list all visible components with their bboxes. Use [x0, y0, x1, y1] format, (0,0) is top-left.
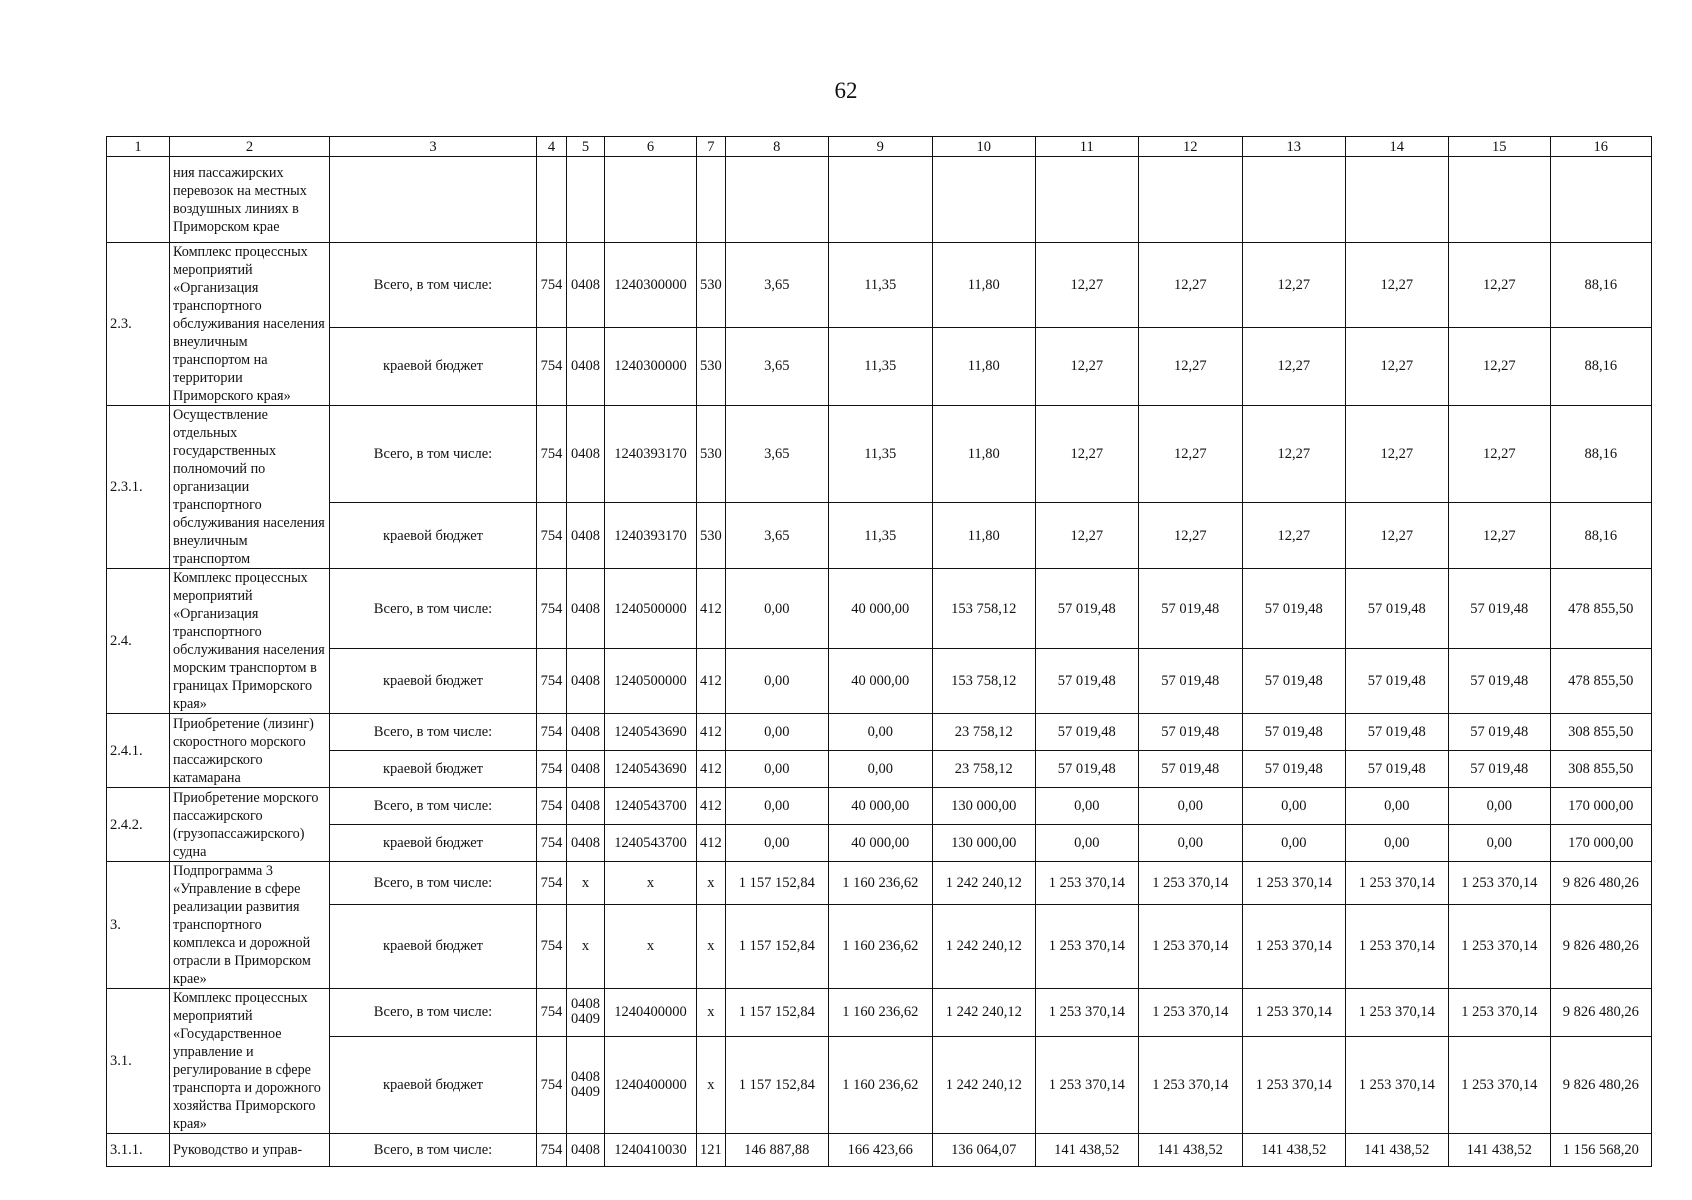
value-cell: 57 019,48	[1448, 649, 1550, 714]
value-cell: 11,80	[932, 327, 1035, 405]
code-section-line: 0408	[571, 996, 600, 1013]
column-header: 2	[170, 137, 330, 157]
value-cell: 57 019,48	[1035, 569, 1138, 649]
value-cell: 57 019,48	[1242, 714, 1345, 751]
budget-table	[106, 136, 1652, 1167]
funding-source: краевой бюджет	[330, 904, 537, 988]
code-target: 1240543690	[605, 751, 697, 788]
value-cell: 57 019,48	[1345, 751, 1448, 788]
value-cell: 40 000,00	[828, 569, 932, 649]
code-expense: 530	[697, 327, 726, 405]
value-cell: 11,80	[932, 503, 1035, 569]
code-section: 0408	[567, 327, 605, 405]
value-cell: 308 855,50	[1550, 714, 1651, 751]
code-expense	[697, 157, 726, 243]
value-cell: 12,27	[1448, 243, 1550, 328]
value-cell: 12,27	[1345, 406, 1448, 503]
value-cell: 12,27	[1242, 327, 1345, 405]
value-cell: 0,00	[725, 649, 828, 714]
code-section: 0408	[567, 649, 605, 714]
value-cell: 57 019,48	[1138, 649, 1242, 714]
value-cell: 12,27	[1345, 503, 1448, 569]
value-cell: 12,27	[1138, 243, 1242, 328]
row-number	[107, 157, 170, 243]
column-header: 14	[1345, 137, 1448, 157]
value-cell: 57 019,48	[1345, 569, 1448, 649]
value-cell: 1 157 152,84	[725, 989, 828, 1037]
funding-source: краевой бюджет	[330, 825, 537, 862]
table-row	[107, 1134, 1652, 1167]
value-cell: 0,00	[1138, 788, 1242, 825]
code-admin: 754	[537, 649, 567, 714]
value-cell: 153 758,12	[932, 569, 1035, 649]
value-cell	[1242, 157, 1345, 243]
row-name: Приобретение (лизинг) скоростного морского пассажирского катамарана	[170, 714, 330, 788]
value-cell: 40 000,00	[828, 649, 932, 714]
value-cell: 57 019,48	[1035, 714, 1138, 751]
value-cell: 9 826 480,26	[1550, 989, 1651, 1037]
value-cell: 9 826 480,26	[1550, 904, 1651, 988]
code-expense: x	[697, 989, 726, 1037]
value-cell: 57 019,48	[1448, 714, 1550, 751]
table-row	[107, 649, 1652, 714]
funding-source: краевой бюджет	[330, 751, 537, 788]
value-cell: 478 855,50	[1550, 649, 1651, 714]
value-cell	[1138, 157, 1242, 243]
code-expense: 412	[697, 569, 726, 649]
value-cell: 1 242 240,12	[932, 904, 1035, 988]
value-cell: 1 157 152,84	[725, 1036, 828, 1133]
value-cell: 11,35	[828, 503, 932, 569]
column-header: 4	[537, 137, 567, 157]
code-admin: 754	[537, 327, 567, 405]
code-target: 1240400000	[605, 989, 697, 1037]
value-cell: 11,35	[828, 406, 932, 503]
code-admin	[537, 157, 567, 243]
funding-source: Всего, в том числе:	[330, 862, 537, 905]
value-cell: 0,00	[828, 714, 932, 751]
code-target: 1240300000	[605, 243, 697, 328]
column-header: 13	[1242, 137, 1345, 157]
code-admin: 754	[537, 788, 567, 825]
code-section	[567, 1036, 605, 1133]
table-row	[107, 788, 1652, 825]
table-row	[107, 904, 1652, 988]
value-cell: 0,00	[725, 751, 828, 788]
value-cell: 12,27	[1242, 406, 1345, 503]
value-cell: 146 887,88	[725, 1134, 828, 1167]
value-cell: 57 019,48	[1345, 714, 1448, 751]
code-section: 0408	[567, 243, 605, 328]
value-cell: 12,27	[1138, 406, 1242, 503]
code-expense: x	[697, 862, 726, 905]
value-cell: 57 019,48	[1138, 714, 1242, 751]
code-target: 1240543700	[605, 825, 697, 862]
code-section-line: 0409	[571, 1011, 600, 1028]
value-cell: 1 160 236,62	[828, 862, 932, 905]
value-cell: 0,00	[1138, 825, 1242, 862]
code-admin: 754	[537, 904, 567, 988]
code-target: 1240393170	[605, 406, 697, 503]
table-row	[107, 751, 1652, 788]
code-admin: 754	[537, 1134, 567, 1167]
value-cell: 12,27	[1035, 327, 1138, 405]
value-cell: 9 826 480,26	[1550, 1036, 1651, 1133]
funding-source: Всего, в том числе:	[330, 714, 537, 751]
table-row	[107, 862, 1652, 905]
value-cell: 3,65	[725, 406, 828, 503]
value-cell: 0,00	[725, 569, 828, 649]
value-cell: 1 253 370,14	[1138, 904, 1242, 988]
column-header: 8	[725, 137, 828, 157]
code-section	[567, 157, 605, 243]
value-cell: 1 253 370,14	[1035, 989, 1138, 1037]
code-admin: 754	[537, 569, 567, 649]
value-cell	[932, 157, 1035, 243]
code-target: 1240543700	[605, 788, 697, 825]
value-cell: 1 253 370,14	[1448, 1036, 1550, 1133]
value-cell	[1448, 157, 1550, 243]
value-cell: 0,00	[1242, 825, 1345, 862]
funding-source: краевой бюджет	[330, 327, 537, 405]
row-number: 2.4.	[107, 569, 170, 714]
column-header: 12	[1138, 137, 1242, 157]
code-section: 0408	[567, 503, 605, 569]
funding-source: Всего, в том числе:	[330, 788, 537, 825]
column-header: 1	[107, 137, 170, 157]
value-cell: 1 253 370,14	[1138, 862, 1242, 905]
table-row	[107, 503, 1652, 569]
value-cell: 0,00	[1448, 825, 1550, 862]
value-cell: 130 000,00	[932, 788, 1035, 825]
code-admin: 754	[537, 989, 567, 1037]
value-cell: 12,27	[1035, 503, 1138, 569]
code-section-line: 0408	[571, 1068, 600, 1085]
value-cell: 57 019,48	[1242, 751, 1345, 788]
funding-source: Всего, в том числе:	[330, 989, 537, 1037]
column-header: 5	[567, 137, 605, 157]
value-cell: 1 253 370,14	[1345, 1036, 1448, 1133]
code-section	[567, 989, 605, 1037]
value-cell: 0,00	[1448, 788, 1550, 825]
code-target	[605, 157, 697, 243]
value-cell: 141 438,52	[1242, 1134, 1345, 1167]
value-cell: 12,27	[1345, 243, 1448, 328]
value-cell: 0,00	[725, 714, 828, 751]
row-name: Руководство и управ-	[170, 1134, 330, 1167]
value-cell	[828, 157, 932, 243]
row-name: Приобретение морского пассажирского (грузопассажирского) судна	[170, 788, 330, 862]
row-name: Осуществление отдельных государственных полномочий по организации транспортного обслуживания населения внеуличным транспортом	[170, 406, 330, 569]
value-cell	[1345, 157, 1448, 243]
code-admin: 754	[537, 243, 567, 328]
value-cell: 1 253 370,14	[1242, 904, 1345, 988]
code-section: 0408	[567, 788, 605, 825]
row-name: Подпрограмма 3 «Управление в сфере реализации развития транспортного комплекса и дорожной отрасли в Приморском крае»	[170, 862, 330, 989]
row-number: 2.3.	[107, 243, 170, 406]
value-cell: 1 242 240,12	[932, 862, 1035, 905]
value-cell: 0,00	[1345, 825, 1448, 862]
value-cell: 23 758,12	[932, 751, 1035, 788]
value-cell: 57 019,48	[1138, 569, 1242, 649]
table-row	[107, 714, 1652, 751]
code-admin: 754	[537, 503, 567, 569]
code-expense: 530	[697, 406, 726, 503]
code-expense: x	[697, 904, 726, 988]
value-cell: 88,16	[1550, 406, 1651, 503]
value-cell: 57 019,48	[1035, 649, 1138, 714]
value-cell: 1 156 568,20	[1550, 1134, 1651, 1167]
value-cell: 12,27	[1242, 503, 1345, 569]
value-cell: 11,80	[932, 406, 1035, 503]
value-cell: 12,27	[1138, 503, 1242, 569]
funding-source: Всего, в том числе:	[330, 1134, 537, 1167]
table-row	[107, 825, 1652, 862]
code-expense: x	[697, 1036, 726, 1133]
value-cell: 0,00	[828, 751, 932, 788]
code-expense: 412	[697, 825, 726, 862]
value-cell	[1550, 157, 1651, 243]
code-expense: 530	[697, 243, 726, 328]
code-expense: 530	[697, 503, 726, 569]
value-cell: 1 253 370,14	[1448, 862, 1550, 905]
value-cell: 57 019,48	[1448, 751, 1550, 788]
value-cell: 1 253 370,14	[1138, 989, 1242, 1037]
code-section: 0408	[567, 406, 605, 503]
page-number: 62	[834, 78, 858, 103]
value-cell: 1 157 152,84	[725, 904, 828, 988]
funding-source: краевой бюджет	[330, 503, 537, 569]
table-row	[107, 989, 1652, 1037]
value-cell: 0,00	[1242, 788, 1345, 825]
row-number: 3.1.1.	[107, 1134, 170, 1167]
column-header: 16	[1550, 137, 1651, 157]
funding-source: краевой бюджет	[330, 1036, 537, 1133]
value-cell: 88,16	[1550, 243, 1651, 328]
code-admin: 754	[537, 406, 567, 503]
value-cell: 12,27	[1035, 406, 1138, 503]
value-cell: 1 160 236,62	[828, 989, 932, 1037]
code-target: 1240300000	[605, 327, 697, 405]
value-cell: 12,27	[1345, 327, 1448, 405]
funding-source: краевой бюджет	[330, 649, 537, 714]
value-cell: 166 423,66	[828, 1134, 932, 1167]
column-header: 6	[605, 137, 697, 157]
value-cell: 1 253 370,14	[1345, 862, 1448, 905]
value-cell	[725, 157, 828, 243]
value-cell: 1 253 370,14	[1345, 989, 1448, 1037]
value-cell: 1 242 240,12	[932, 989, 1035, 1037]
value-cell: 9 826 480,26	[1550, 862, 1651, 905]
value-cell: 478 855,50	[1550, 569, 1651, 649]
value-cell: 1 253 370,14	[1448, 904, 1550, 988]
value-cell: 0,00	[1035, 788, 1138, 825]
code-admin: 754	[537, 825, 567, 862]
value-cell: 0,00	[725, 825, 828, 862]
table-row	[107, 569, 1652, 649]
code-admin: 754	[537, 862, 567, 905]
code-target: 1240543690	[605, 714, 697, 751]
code-admin: 754	[537, 1036, 567, 1133]
table-row	[107, 406, 1652, 503]
value-cell: 130 000,00	[932, 825, 1035, 862]
value-cell: 1 160 236,62	[828, 1036, 932, 1133]
value-cell	[1035, 157, 1138, 243]
column-header: 15	[1448, 137, 1550, 157]
code-expense: 412	[697, 788, 726, 825]
value-cell: 12,27	[1242, 243, 1345, 328]
code-section: 0408	[567, 825, 605, 862]
value-cell: 1 157 152,84	[725, 862, 828, 905]
value-cell: 136 064,07	[932, 1134, 1035, 1167]
value-cell: 0,00	[1035, 825, 1138, 862]
row-name: ния пассажирских перевозок на местных воздушных линиях в Приморском крае	[170, 157, 330, 243]
code-target: x	[605, 862, 697, 905]
table-row	[107, 157, 1652, 243]
value-cell: 170 000,00	[1550, 825, 1651, 862]
code-target: 1240410030	[605, 1134, 697, 1167]
value-cell: 40 000,00	[828, 825, 932, 862]
row-number: 2.4.2.	[107, 788, 170, 862]
code-section: 0408	[567, 714, 605, 751]
column-header: 9	[828, 137, 932, 157]
value-cell: 170 000,00	[1550, 788, 1651, 825]
row-number: 3.1.	[107, 989, 170, 1134]
value-cell: 1 253 370,14	[1035, 862, 1138, 905]
code-target: x	[605, 904, 697, 988]
row-number: 2.4.1.	[107, 714, 170, 788]
code-admin: 754	[537, 751, 567, 788]
value-cell: 1 242 240,12	[932, 1036, 1035, 1133]
value-cell: 3,65	[725, 503, 828, 569]
code-section: 0408	[567, 1134, 605, 1167]
value-cell: 0,00	[1345, 788, 1448, 825]
value-cell: 308 855,50	[1550, 751, 1651, 788]
code-target: 1240500000	[605, 649, 697, 714]
column-header: 10	[932, 137, 1035, 157]
row-name: Комплекс процессных мероприятий «Организация транспортного обслуживания населения морским транспортом в границах Приморского края»	[170, 569, 330, 714]
value-cell: 88,16	[1550, 327, 1651, 405]
value-cell: 1 253 370,14	[1242, 862, 1345, 905]
value-cell: 1 253 370,14	[1035, 1036, 1138, 1133]
value-cell: 11,35	[828, 243, 932, 328]
code-expense: 412	[697, 649, 726, 714]
value-cell: 141 438,52	[1345, 1134, 1448, 1167]
value-cell: 153 758,12	[932, 649, 1035, 714]
value-cell: 11,80	[932, 243, 1035, 328]
value-cell: 57 019,48	[1242, 649, 1345, 714]
code-expense: 121	[697, 1134, 726, 1167]
column-header: 3	[330, 137, 537, 157]
table-row	[107, 327, 1652, 405]
value-cell: 12,27	[1035, 243, 1138, 328]
value-cell: 141 438,52	[1138, 1134, 1242, 1167]
table-row	[107, 243, 1652, 328]
row-number: 2.3.1.	[107, 406, 170, 569]
value-cell: 57 019,48	[1345, 649, 1448, 714]
value-cell: 1 253 370,14	[1035, 904, 1138, 988]
value-cell: 40 000,00	[828, 788, 932, 825]
value-cell: 12,27	[1138, 327, 1242, 405]
funding-source: Всего, в том числе:	[330, 406, 537, 503]
value-cell: 57 019,48	[1242, 569, 1345, 649]
code-target: 1240500000	[605, 569, 697, 649]
value-cell: 3,65	[725, 243, 828, 328]
funding-source	[330, 157, 537, 243]
code-admin: 754	[537, 714, 567, 751]
code-section-line: 0409	[571, 1083, 600, 1100]
row-name: Комплекс процессных мероприятий «Организация транспортного обслуживания населения внеуличным транспортом на территории Приморского края»	[170, 243, 330, 406]
code-expense: 412	[697, 714, 726, 751]
code-section: 0408	[567, 569, 605, 649]
column-header: 7	[697, 137, 726, 157]
value-cell: 1 253 370,14	[1242, 989, 1345, 1037]
header-row	[107, 137, 1652, 157]
column-header: 11	[1035, 137, 1138, 157]
table-row	[107, 1036, 1652, 1133]
value-cell: 1 253 370,14	[1448, 989, 1550, 1037]
value-cell: 57 019,48	[1138, 751, 1242, 788]
code-target: 1240400000	[605, 1036, 697, 1133]
code-section: x	[567, 904, 605, 988]
value-cell: 57 019,48	[1448, 569, 1550, 649]
row-name: Комплекс процессных мероприятий «Государственное управление и регулирование в сфере транспорта и дорожного хозяйства Приморского края»	[170, 989, 330, 1134]
value-cell: 11,35	[828, 327, 932, 405]
code-section: x	[567, 862, 605, 905]
value-cell: 12,27	[1448, 327, 1550, 405]
value-cell: 1 253 370,14	[1242, 1036, 1345, 1133]
value-cell: 1 253 370,14	[1345, 904, 1448, 988]
value-cell: 3,65	[725, 327, 828, 405]
value-cell: 12,27	[1448, 406, 1550, 503]
row-number: 3.	[107, 862, 170, 989]
value-cell: 141 438,52	[1448, 1134, 1550, 1167]
value-cell: 23 758,12	[932, 714, 1035, 751]
value-cell: 12,27	[1448, 503, 1550, 569]
value-cell: 88,16	[1550, 503, 1651, 569]
value-cell: 1 253 370,14	[1138, 1036, 1242, 1133]
value-cell: 57 019,48	[1035, 751, 1138, 788]
value-cell: 0,00	[725, 788, 828, 825]
funding-source: Всего, в том числе:	[330, 569, 537, 649]
code-section: 0408	[567, 751, 605, 788]
funding-source: Всего, в том числе:	[330, 243, 537, 328]
code-expense: 412	[697, 751, 726, 788]
value-cell: 1 160 236,62	[828, 904, 932, 988]
code-target: 1240393170	[605, 503, 697, 569]
value-cell: 141 438,52	[1035, 1134, 1138, 1167]
